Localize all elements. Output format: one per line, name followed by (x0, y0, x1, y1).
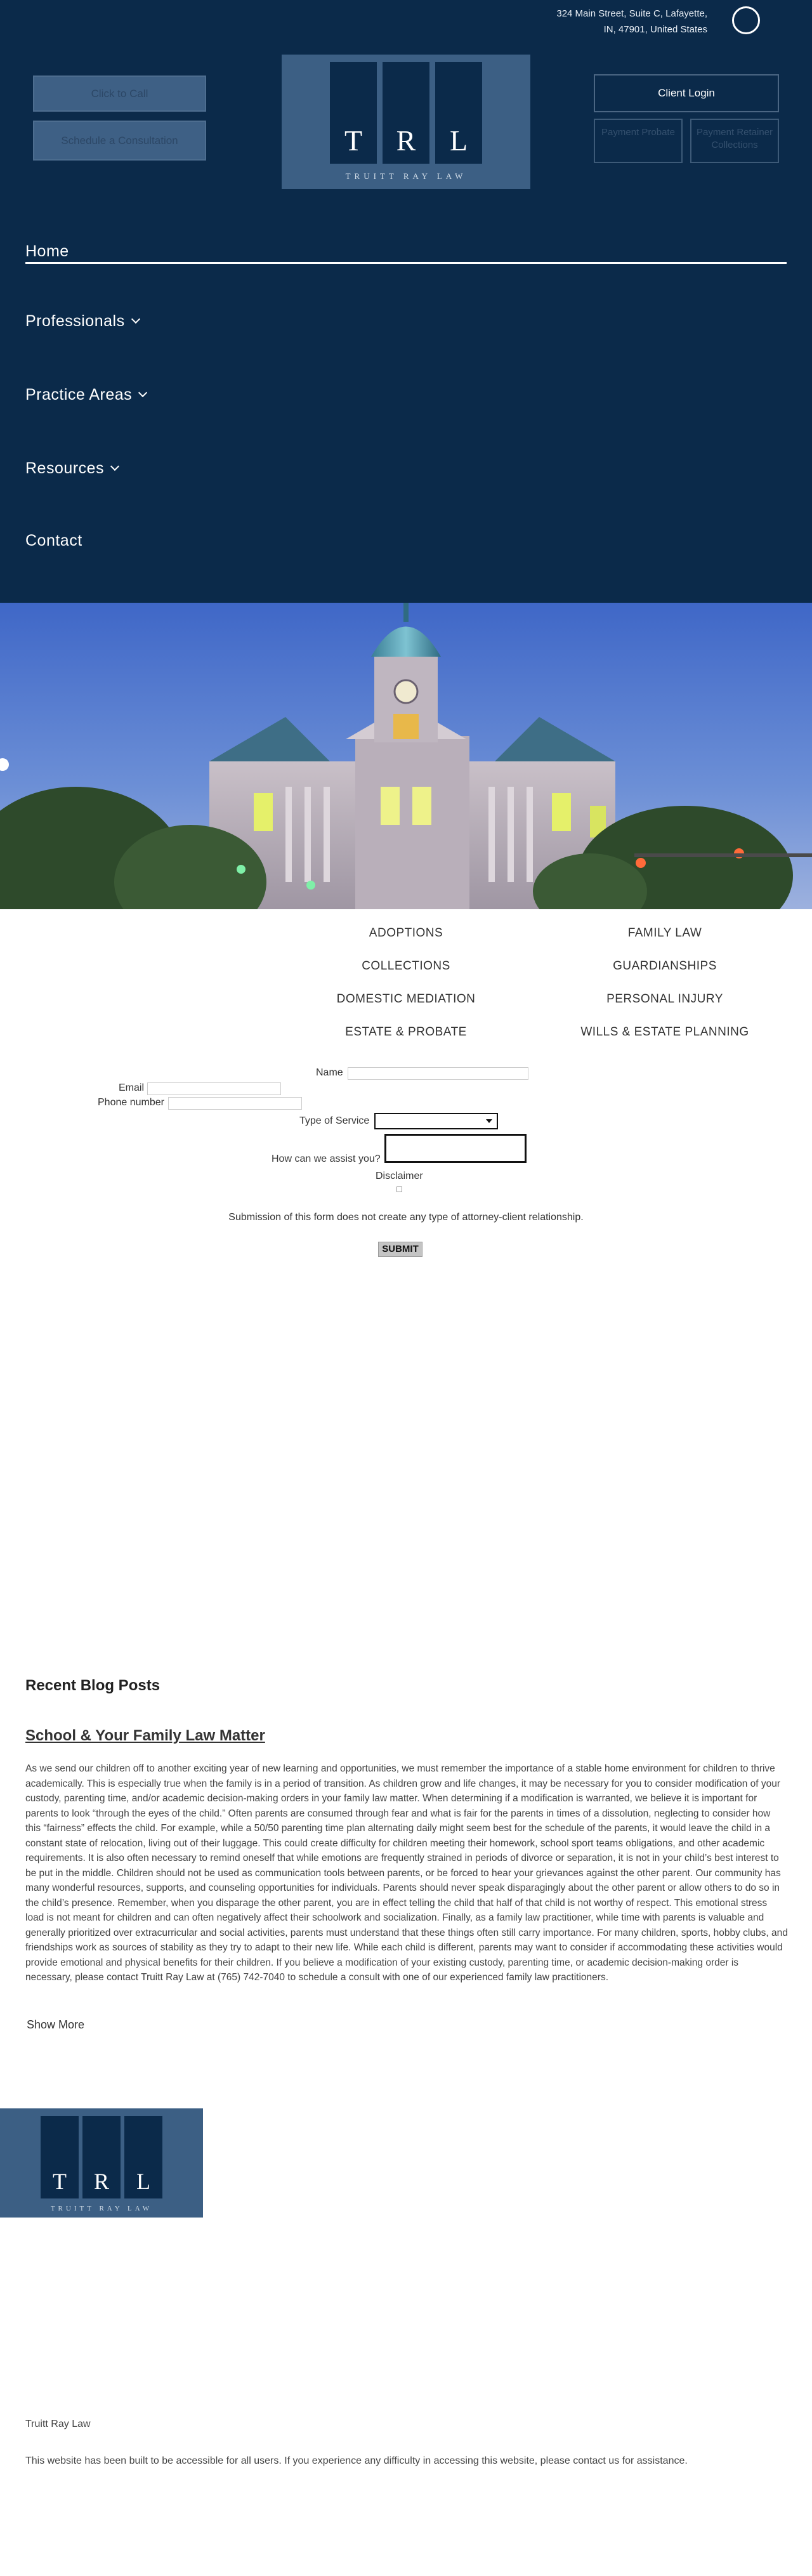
site-header (0, 0, 812, 603)
nav-resources-label: Resources (25, 459, 104, 477)
logo-letter-t-text: T (53, 2169, 67, 2194)
assist-label: How can we assist you? (272, 1153, 381, 1164)
service-link-domestic-mediation[interactable]: DOMESTIC MEDIATION (336, 992, 476, 1006)
click-to-call-button[interactable]: Click to Call (33, 76, 206, 112)
service-link-wills-estate-planning[interactable]: WILLS & ESTATE PLANNING (580, 1025, 749, 1039)
chevron-down-icon (110, 462, 119, 471)
blog-post-body: As we send our children off to another exciting year of new learning and opportunities, we must remember the importance of a stable home environment for children to thrive academically. This is especially true when the family is in a period of transition. As children grow and life changes, it may be necessary for you to consider modification of your custody, parenting time, and/or academic decision-making orders in your family law matter. When determining if a modification is warranted, we believe it is important for parents to look “through the eyes of the child.” Often parents are consumed through fear and what is fair for the parents in times of a dissolution, neglecting to consider how this “fairness” effects the child. For example, while a 50/50 parenting time plan alternating daily might seem best for the schedule of the parents, it would leave the child in a constant state of relocation, living out of their luggage. This could create difficulty for children meeting their homework, school sport teams obligations, and other academic requirements. It is also often necessary to remind oneself that while emotions are frequently strained in periods of divorce or separation, it is not in your child’s best interest to be put in the middle. Children should not be used as communication tools between parents, or be forced to hear your grievances against the other parent. Our community has many wonderful resources, supports, and counseling opportunities for individuals. Parents should never speak disparagingly about the other parent or allow others to do so in the child’s presence. Remember, when you disparage the other parent, you are in effect telling the child that half of that child is not worthy of respect. This emotional stress load is not meant for children and can often negatively affect their schoolwork and socialization. Finally, as a family law practitioner, while time with parents is valuable and generally prioritized over extracurricular and social activities, parents must understand that these things often still carry importance. For many children, sports, hobby clubs, and friendships work as sources of stability as they try to adapt to their new life. While each child is different, parents may want to consider if accommodating these activities would provide emotional and physical benefits for their children. If you believe a modification of your existing custody, parenting time, or academic decision-making order is necessary, please contact Truitt Ray Law at (765) 742-7040 to schedule a consult with one of our experienced family law practitioners. (25, 1763, 788, 1983)
schedule-consultation-button[interactable]: Schedule a Consultation (33, 121, 206, 161)
footer-logo[interactable] (0, 2108, 203, 2218)
phone-field[interactable] (168, 1097, 302, 1110)
submit-button[interactable]: SUBMIT (378, 1242, 422, 1257)
disclaimer-checkbox[interactable] (396, 1186, 402, 1192)
address-line-2[interactable]: IN, 47901, United States (603, 24, 707, 35)
nav-professionals-label: Professionals (25, 312, 125, 330)
disclaimer-text: Submission of this form does not create any type of attorney-client relationship. (228, 1212, 584, 1223)
disclaimer-label: Disclaimer (376, 1171, 423, 1181)
assist-textarea[interactable] (384, 1134, 527, 1163)
logo-letter-r (82, 2116, 121, 2198)
blog-post-title-link[interactable]: School & Your Family Law Matter (25, 1727, 265, 1744)
logo-letter-t-text: T (344, 124, 363, 157)
nav-active-underline (25, 262, 787, 264)
logo-letter-l-text: L (136, 2169, 150, 2194)
office-address[interactable] (517, 6, 707, 37)
service-type-label: Type of Service (299, 1115, 370, 1126)
nav-contact-label: Contact (25, 532, 82, 549)
payment-retainer-collections-button[interactable]: Payment Retainer Collections (690, 119, 779, 163)
circle-outline-icon[interactable] (732, 6, 760, 34)
nav-professionals[interactable] (25, 312, 139, 331)
hero-courthouse-image (0, 603, 812, 909)
client-login-button[interactable]: Client Login (594, 74, 779, 112)
logo-letter-r (383, 62, 429, 164)
logo-letter-r-text: R (93, 2169, 109, 2194)
logo-letter-r-text: R (396, 124, 416, 157)
nav-home-label: Home (25, 242, 69, 260)
service-link-guardianships[interactable]: GUARDIANSHIPS (613, 959, 717, 973)
address-line-1[interactable]: 324 Main Street, Suite C, Lafayette, (556, 8, 707, 19)
chevron-down-icon (138, 388, 147, 397)
name-field[interactable] (348, 1067, 528, 1080)
nav-contact[interactable] (25, 532, 82, 550)
nav-resources[interactable] (25, 459, 118, 478)
footer-firm-name: Truitt Ray Law (25, 2419, 91, 2429)
nav-practice-areas[interactable] (25, 386, 146, 404)
show-more-button[interactable]: Show More (27, 2018, 85, 2031)
name-label: Name (316, 1067, 343, 1078)
site-logo[interactable] (282, 55, 530, 189)
recent-blog-posts-heading: Recent Blog Posts (25, 1677, 160, 1694)
chevron-down-icon (131, 315, 140, 324)
service-link-estate-probate[interactable]: ESTATE & PROBATE (345, 1025, 467, 1039)
service-link-family-law[interactable]: FAMILY LAW (627, 926, 702, 940)
logo-letter-t (330, 62, 377, 164)
service-link-personal-injury[interactable]: PERSONAL INJURY (606, 992, 723, 1006)
nav-home[interactable] (25, 242, 69, 261)
email-field[interactable] (147, 1082, 281, 1095)
service-link-collections[interactable]: COLLECTIONS (362, 959, 450, 973)
payment-probate-button[interactable]: Payment Probate (594, 119, 683, 163)
email-label: Email (119, 1082, 145, 1093)
logo-tagline: TRUITT RAY LAW (50, 2205, 153, 2212)
phone-label: Phone number (98, 1097, 164, 1108)
nav-practice-areas-label: Practice Areas (25, 386, 133, 404)
accessibility-statement: This website has been built to be accessible for all users. If you experience any difficulty in accessing this website, please contact us for assistance. (25, 2455, 688, 2466)
courthouse-illustration (0, 603, 812, 909)
service-link-adoptions[interactable]: ADOPTIONS (369, 926, 443, 940)
logo-letter-t (41, 2116, 79, 2198)
logo-letter-l (435, 62, 482, 164)
logo-letter-l (124, 2116, 162, 2198)
logo-tagline: TRUITT RAY LAW (345, 171, 467, 181)
logo-letter-l-text: L (449, 124, 468, 157)
service-type-select[interactable] (374, 1113, 498, 1129)
